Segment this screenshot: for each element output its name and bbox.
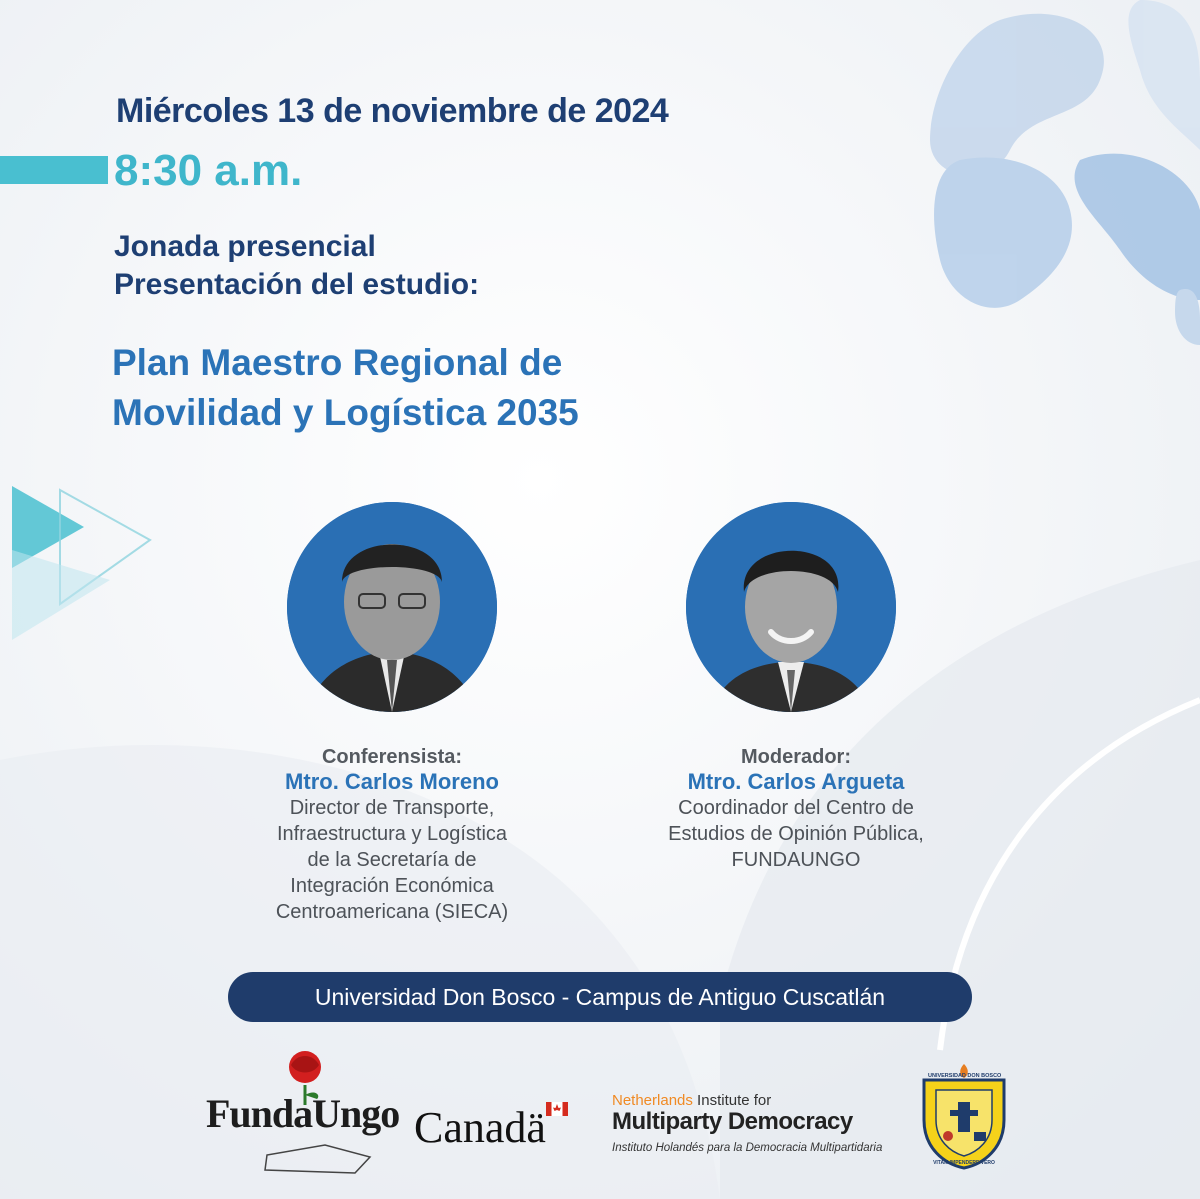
speaker-photo-placeholder — [287, 502, 497, 712]
venue-badge: Universidad Don Bosco - Campus de Antiguo Cuscatlán — [228, 972, 972, 1022]
moderator-role: Moderador: — [741, 746, 851, 768]
speaker-info — [182, 745, 602, 925]
canada-wordmark: Canadä — [414, 1103, 546, 1152]
moderator-desc-2: Estudios de Opinión Pública, — [668, 823, 924, 845]
canada-flag-icon — [546, 1102, 568, 1116]
moderator-desc-3: FUNDAUNGO — [731, 849, 861, 871]
speaker-name: Mtro. Carlos Moreno — [285, 769, 499, 794]
subtitle-line-2: Presentación del estudio: — [114, 268, 480, 301]
moderator-portrait — [686, 502, 896, 712]
event-date: Miércoles 13 de noviembre de 2024 — [116, 92, 669, 130]
time-accent-bar — [0, 156, 108, 184]
event-title — [112, 338, 579, 438]
moderator-name: Mtro. Carlos Argueta — [687, 769, 905, 794]
udb-motto: VITAM IMPENDERE VERO — [933, 1160, 995, 1166]
title-line-1: Plan Maestro Regional de — [112, 342, 563, 383]
speaker-role: Conferensista: — [321, 746, 463, 768]
fundaungo-wordmark: FundaUngo — [206, 1091, 400, 1136]
nimd-line-3: Instituto Holandés para la Democracia Multipartidaria — [612, 1142, 883, 1154]
moderator-info — [586, 745, 1006, 873]
subtitle-line-1: Jonada presencial — [114, 230, 376, 263]
speaker-desc-1: Director de Transporte, — [289, 797, 495, 819]
udb-top-text: UNIVERSIDAD DON BOSCO — [928, 1073, 1002, 1079]
moderator-desc-1: Coordinador del Centro de — [678, 797, 914, 819]
title-line-2: Movilidad y Logística 2035 — [112, 392, 579, 433]
moderator-photo-placeholder — [686, 502, 896, 712]
nimd-netherlands: Netherlands — [612, 1092, 693, 1109]
nimd-institute-for: Institute for — [692, 1092, 772, 1109]
speaker-portrait — [287, 502, 497, 712]
event-subtitle — [114, 228, 479, 304]
speaker-desc-3: de la Secretaría de — [307, 849, 477, 871]
nimd-line-2: Multiparty Democracy — [612, 1108, 853, 1135]
event-time: 8:30 a.m. — [114, 146, 303, 195]
speaker-desc-5: Centroamericana (SIECA) — [275, 901, 509, 923]
speaker-desc-2: Infraestructura y Logística — [276, 823, 508, 845]
nimd-line-1 — [612, 1092, 771, 1109]
speaker-desc-4: Integración Económica — [290, 875, 494, 897]
